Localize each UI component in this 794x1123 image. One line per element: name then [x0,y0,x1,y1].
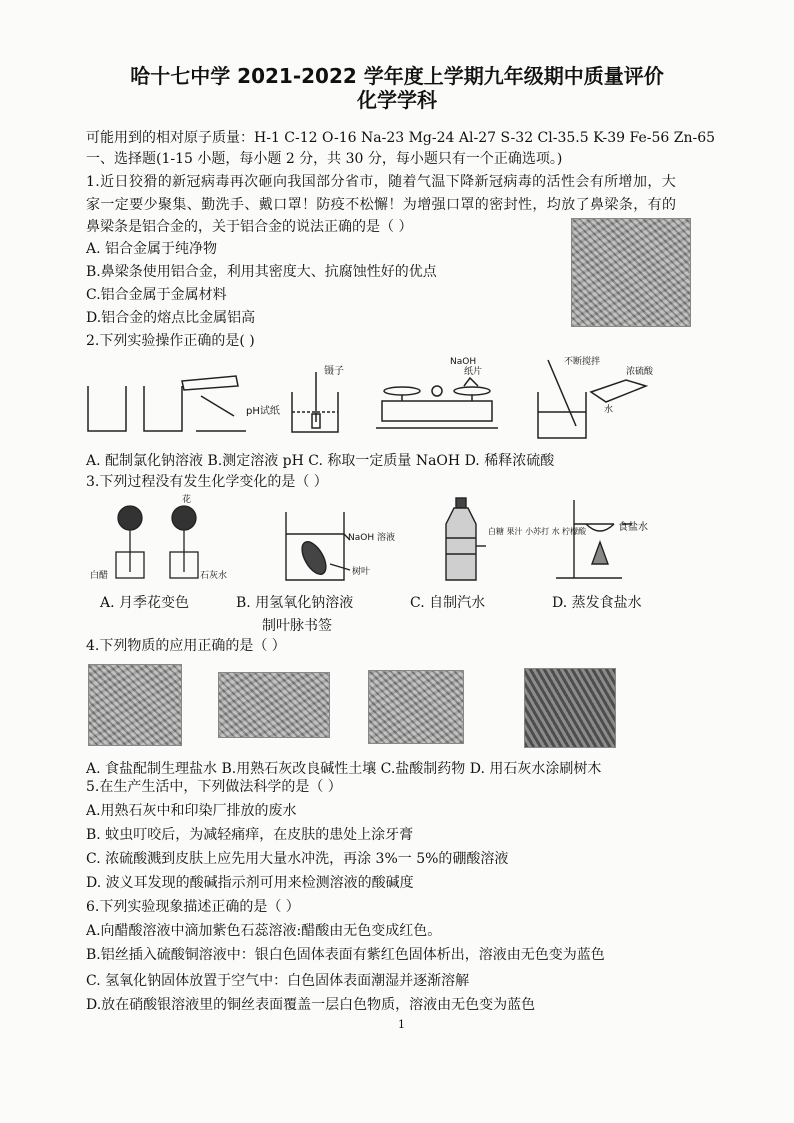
page-number: 1 [398,1018,405,1031]
q2-apparatus-figure [86,356,706,442]
tweezers-label: 镊子 [324,366,344,377]
q3-option-b-cont: 制叶脉书签 [262,618,332,634]
q5-option-b: B. 蚊虫叮咬后，为减轻痛痒，在皮肤的患处上涂牙膏 [86,827,414,843]
q1-stem-line1: 1.近日狡猾的新冠病毒再次砸向我国部分省市，随着气温下降新冠病毒的活性会有所增加，大 [86,174,677,190]
section-heading: 一、选择题(1-15 小题，每小题 2 分，共 30 分，每小题只有一个正确选项。) [86,151,563,167]
rose-label: 花 [182,495,192,505]
q5-stem: 5.在生产生活中，下列做法科学的是（ ） [86,779,342,795]
q3-option-d: D. 蒸发食盐水 [552,595,642,611]
q6-option-b: B.铝丝插入硫酸铜溶液中：银白色固体表面有紫红色固体析出，溶液由无色变为蓝色 [86,947,605,963]
q5-option-d: D. 波义耳发现的酸碱指示剂可用来检测溶液的酸碱度 [86,875,414,891]
q1-option-c: C.铝合金属于金属材料 [86,287,227,303]
q3-stem: 3.下列过程没有发生化学变化的是（ ） [86,474,328,490]
medicine-photo [368,670,464,744]
soil-improvement-photo [218,672,330,738]
q4-options: A. 食盐配制生理盐水 B.用熟石灰改良碱性土壤 C.盐酸制药物 D. 用石灰水涂刷树木 [86,761,602,777]
bottle-ingredients-label: 白糖 果汁 小苏打 水 柠檬酸 [488,527,587,536]
q3-option-b: B. 用氢氧化钠溶液 [236,595,354,611]
q3-option-c: C. 自制汽水 [410,595,486,611]
tree-painting-photo [524,668,616,748]
paper-label: 纸片 [464,367,483,377]
ph-paper-label: pH试纸 [246,406,280,417]
q6-stem: 6.下列实验现象描述正确的是（ ） [86,899,300,915]
q1-stem-line2: 家一定要少聚集、勤洗手、戴口罩！防疫不松懈！为增强口罩的密封性，均放了鼻梁条，有的 [86,197,677,213]
white-vinegar-label: 白醋 [90,571,109,581]
q6-option-d: D.放在硝酸银溶液里的铜丝表面覆盖一层白色物质，溶液由无色变为蓝色 [86,997,536,1013]
q4-stem: 4.下列物质的应用正确的是（ ） [86,638,286,654]
q5-option-a: A.用熟石灰中和印染厂排放的废水 [86,803,297,819]
naoh-label: NaOH [450,357,477,367]
glass-rod-label: 不断搅拌 [564,357,601,367]
mask-nose-bridge-photo [571,218,691,327]
brine-label: 食盐水 [618,522,648,533]
q1-option-b: B.鼻梁条使用铝合金，利用其密度大、抗腐蚀性好的优点 [86,264,437,280]
q3-process-figure [86,494,686,584]
conc-acid-label: 浓硫酸 [626,367,654,377]
q1-option-a: A. 铝合金属于纯净物 [86,241,218,257]
q6-option-a: A.向醋酸溶液中滴加紫色石蕊溶液:醋酸由无色变成红色。 [86,923,442,939]
q1-option-d: D.铝合金的熔点比金属铝高 [86,310,256,326]
limewater-label: 石灰水 [200,571,228,581]
naoh-solution-label: NaOH 溶液 [348,533,395,543]
q5-option-c: C. 浓硫酸溅到皮肤上应先用大量水冲洗，再涂 3%一 5%的硼酸溶液 [86,851,509,867]
page-subtitle: 化学学科 [357,88,437,112]
q3-option-a: A. 月季花变色 [100,595,190,611]
q2-stem: 2.下列实验操作正确的是( ) [86,333,255,349]
q1-stem-line3: 鼻梁条是铝合金的，关于铝合金的说法正确的是（ ） [86,219,413,235]
leaf-label: 树叶 [352,567,371,577]
q6-option-c: C. 氢氧化钠固体放置于空气中：白色固体表面潮湿并逐渐溶解 [86,973,470,989]
atomic-masses: 可能用到的相对原子质量：H-1 C-12 O-16 Na-23 Mg-24 Al-27 S-32 Cl-35.5 K-39 Fe-56 Zn-65 [86,130,716,146]
saline-photo [88,664,182,746]
page-title: 哈十七中学 2021-2022 学年度上学期九年级期中质量评价 [130,64,664,88]
water-label: 水 [604,405,614,415]
q2-options: A. 配制氯化钠溶液 B.测定溶液 pH C. 称取一定质量 NaOH D. 稀释浓硫酸 [86,453,555,469]
